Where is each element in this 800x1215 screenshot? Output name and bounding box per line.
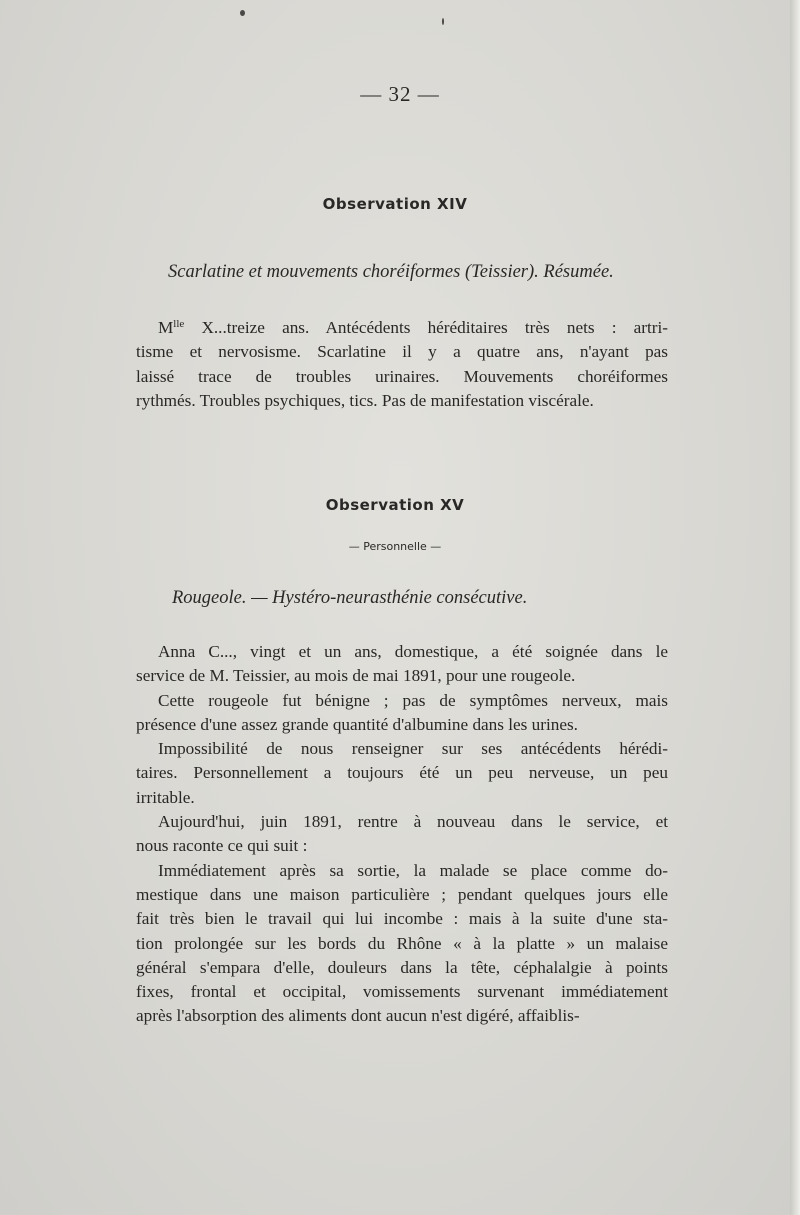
text-line: Impossibilité de nous renseigner sur ses antécédents hérédi- bbox=[158, 739, 668, 759]
text-line: taires. Personnellement a toujours été un peu nerveuse, un peu bbox=[136, 763, 668, 783]
page-number: — 32 — bbox=[360, 82, 440, 106]
text-line: présence d'une assez grande quantité d'albumine dans les urines. bbox=[136, 714, 578, 734]
text-line: irritable. bbox=[136, 787, 195, 807]
text-line: après l'absorption des aliments dont aucun n'est digéré, affaiblis- bbox=[136, 1006, 580, 1026]
paragraph bbox=[136, 859, 668, 1029]
observation-15-heading: Observation XV bbox=[325, 496, 465, 514]
text-line: mestique dans une maison particulière ; pendant quelques jours elle bbox=[136, 884, 668, 904]
observation-15-subheading: — Personnelle — bbox=[348, 540, 442, 553]
text-line: Aujourd'hui, juin 1891, rentre à nouveau dans le service, et bbox=[158, 812, 668, 832]
text-line: Cette rougeole fut bénigne ; pas de symptômes nerveux, mais bbox=[158, 690, 668, 710]
text-line: fait très bien le travail qui lui incombe : mais à la suite d'une sta- bbox=[136, 909, 668, 929]
text-line: service de M. Teissier, au mois de mai 1891, pour une rougeole. bbox=[136, 666, 576, 686]
text-line: tisme et nervosisme. Scarlatine il y a quatre ans, n'ayant pas bbox=[136, 342, 668, 362]
paragraph bbox=[136, 810, 668, 859]
observation-15-title: Rougeole. — Hystéro-neurasthénie consécutive. bbox=[172, 588, 528, 608]
ink-speck bbox=[442, 18, 444, 25]
text-line: fixes, frontal et occipital, vomissements survenant immédiatement bbox=[136, 982, 668, 1002]
observation-14-paragraph bbox=[136, 316, 668, 413]
ink-speck bbox=[240, 10, 245, 16]
text-line: rythmés. Troubles psychiques, tics. Pas de manifestation viscérale. bbox=[136, 390, 594, 410]
paragraph bbox=[136, 689, 668, 738]
text-line: tion prolongée sur les bords du Rhône « à la platte » un malaise bbox=[136, 933, 668, 953]
honorific-abbreviation: $M^{lle}$ bbox=[158, 318, 185, 337]
paragraph bbox=[136, 737, 668, 810]
text-line: nous raconte ce qui suit : bbox=[136, 836, 308, 856]
observation-14-heading: Observation XIV bbox=[322, 195, 468, 213]
text-line: laissé trace de troubles urinaires. Mouvements choréiformes bbox=[136, 366, 668, 386]
text-line: Immédiatement après sa sortie, la malade se place comme do- bbox=[158, 860, 668, 880]
paragraph bbox=[136, 640, 668, 689]
observation-14-title: Scarlatine et mouvements choréiformes (Teissier). Résumée. bbox=[168, 262, 614, 282]
text-line bbox=[136, 316, 668, 340]
text-line: général s'empara d'elle, douleurs dans la tête, céphalalgie à points bbox=[136, 957, 668, 977]
page-edge-shadow bbox=[790, 0, 800, 1215]
observation-15-body bbox=[136, 640, 668, 1029]
line-text: X...treize ans. Antécédents héréditaires très nets : artri- bbox=[184, 318, 668, 337]
text-line: Anna C..., vingt et un ans, domestique, a été soignée dans le bbox=[158, 642, 668, 661]
